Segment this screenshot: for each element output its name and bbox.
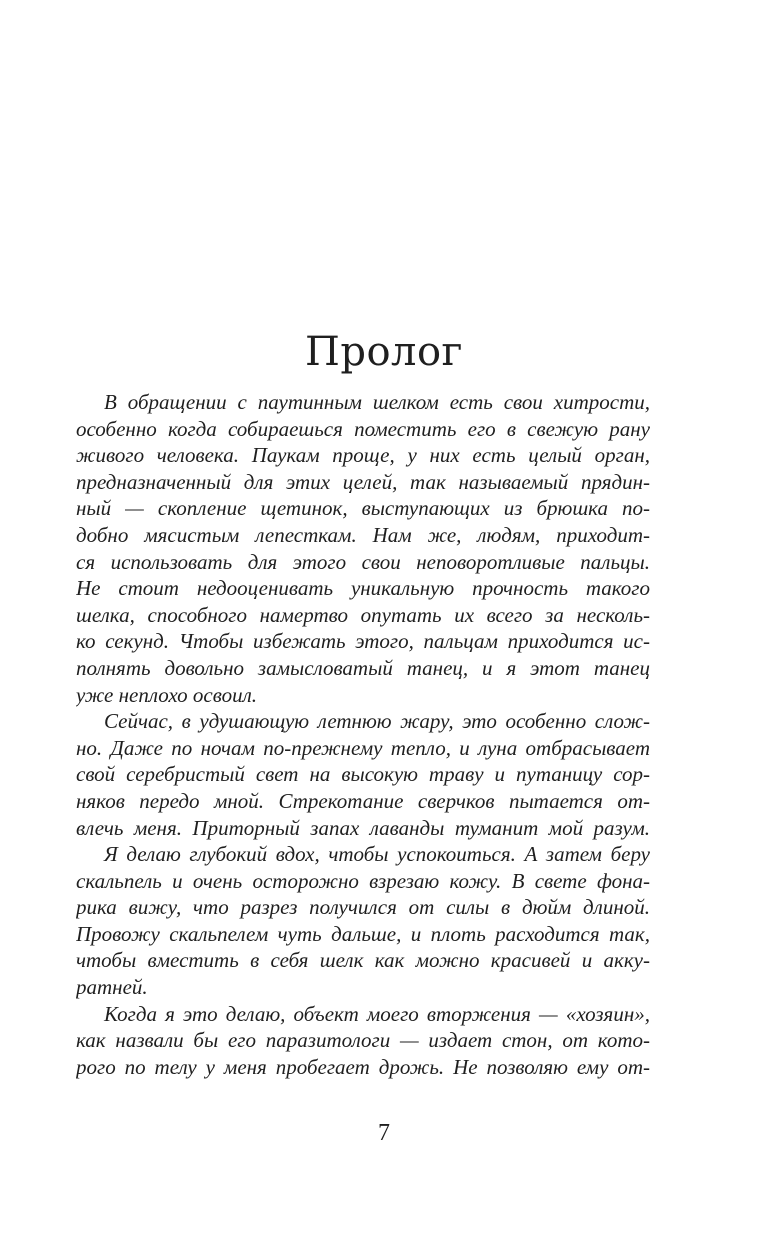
text-line: ный — скопление щетинок, выступающих из брюшка по-: [76, 496, 650, 521]
text-line: няков передо мной. Стрекотание сверчков пытается от-: [76, 788, 650, 813]
text-line: скальпель и очень осторожно взрезаю кожу. В свете фона-: [76, 868, 650, 893]
text-line: рика вижу, что разрез получился от силы в дюйм длиной.: [76, 895, 650, 920]
text-line: полнять довольно замысловатый танец, и я этот танец: [76, 655, 650, 680]
text-line: добно мясистым лепесткам. Нам же, людям, приходит-: [76, 522, 650, 547]
text-line: Не стоит недооценивать уникальную прочность такого: [76, 576, 650, 601]
text-line: Сейчас, в удушающую летнюю жару, это особенно слож-: [104, 709, 650, 734]
text-line: шелка, способного намертво опутать их всего за несколь-: [76, 602, 650, 627]
text-line: ся использовать для этого свои неповоротливые пальцы.: [76, 549, 650, 574]
text-line: влечь меня. Приторный запах лаванды туманит мой разум.: [76, 815, 650, 840]
text-line: Я делаю глубокий вдох, чтобы успокоиться. А затем беру: [104, 842, 650, 867]
text-line: чтобы вместить в себя шелк как можно красивей и акку-: [76, 948, 650, 973]
text-line: рого по телу у меня пробегает дрожь. Не позволяю ему от-: [76, 1054, 650, 1079]
text-line: предназначенный для этих целей, так называемый прядин-: [76, 469, 650, 494]
text-line: как назвали бы его паразитологи — издает стон, от кото-: [76, 1028, 650, 1053]
text-line: ко секунд. Чтобы избежать этого, пальцам приходится ис-: [76, 629, 650, 654]
text-line: живого человека. Паукам проще, у них есть целый орган,: [76, 443, 650, 468]
body-text: [76, 389, 650, 1080]
text-line: Провожу скальпелем чуть дальше, и плоть расходится так,: [76, 921, 650, 946]
text-line: свой серебристый свет на высокую траву и путаницу сор-: [76, 762, 650, 787]
page-number: 7: [378, 1120, 390, 1146]
text-line: но. Даже по ночам по-прежнему тепло, и луна отбрасывает: [76, 735, 650, 760]
text-line: В обращении с паутинным шелком есть свои хитрости,: [104, 390, 650, 414]
chapter-title: Пролог: [304, 329, 464, 375]
text-line: Когда я это делаю, объект моего вторжения — «хозяин»,: [104, 1001, 650, 1026]
text-line: особенно когда собираешься поместить его в свежую рану: [76, 416, 650, 441]
text-line: уже неплохо освоил.: [76, 682, 257, 707]
text-line: ратней.: [76, 975, 148, 1000]
